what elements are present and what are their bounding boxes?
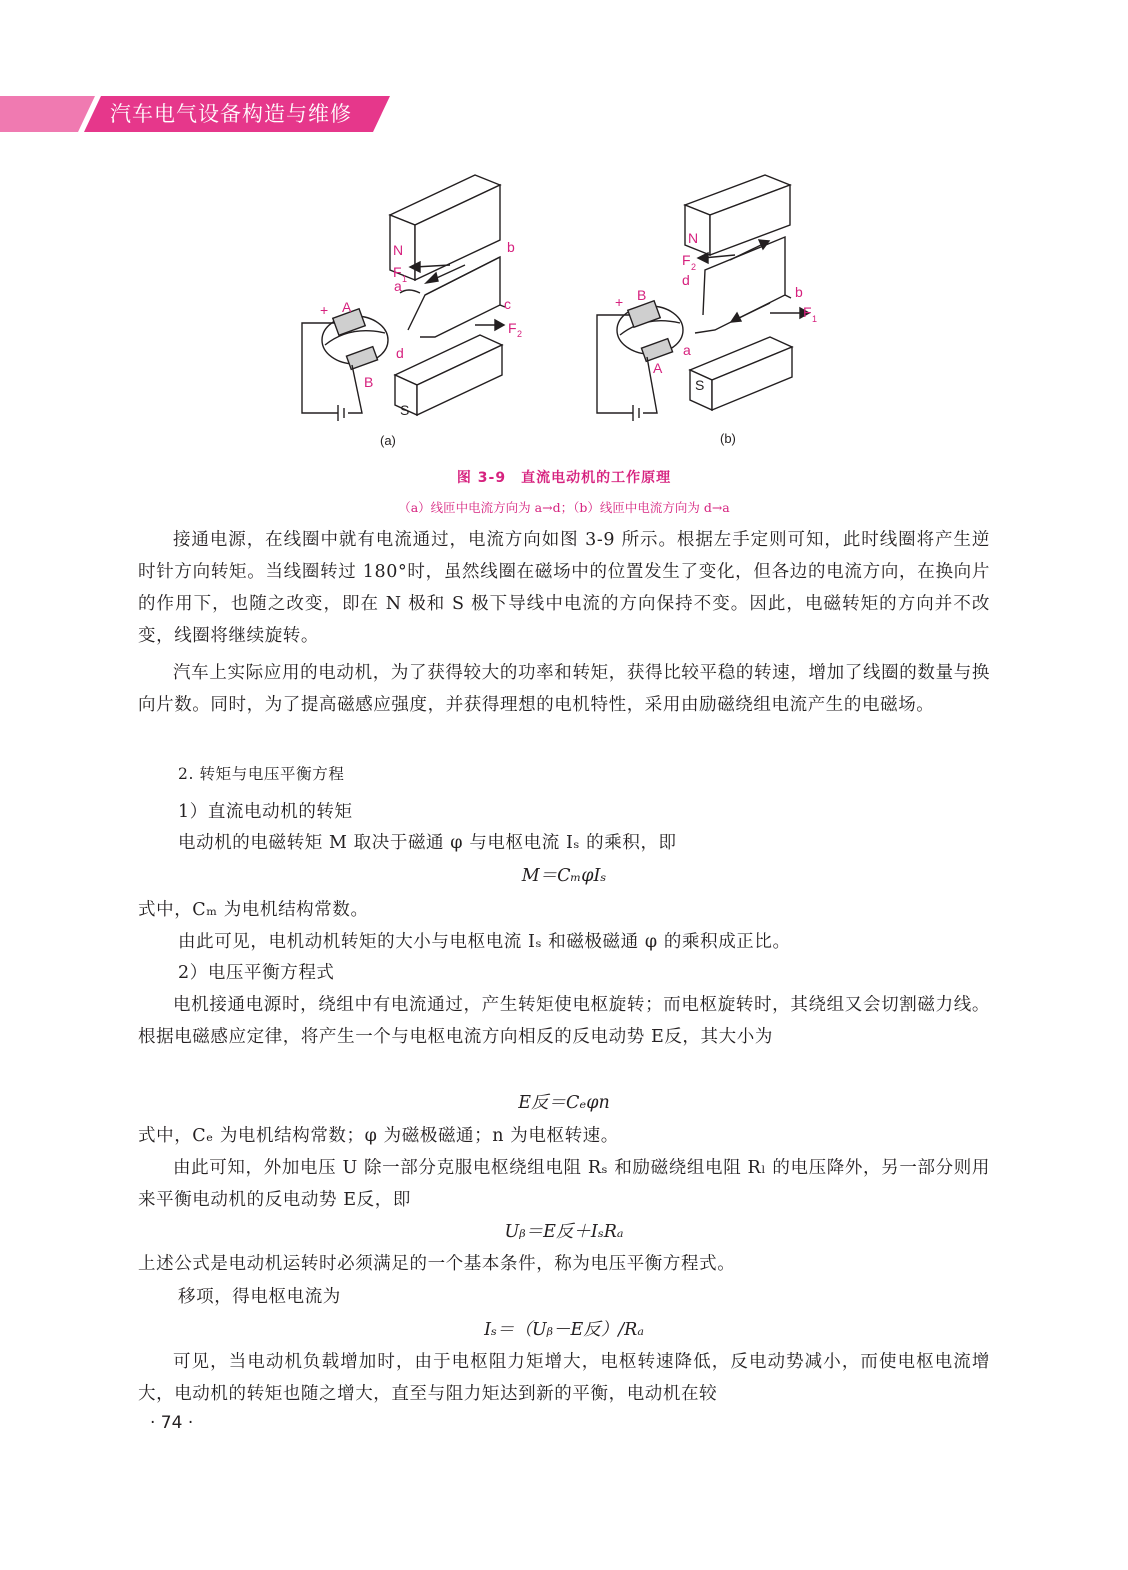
section-heading-2: 2. 转矩与电压平衡方程	[178, 765, 345, 783]
label-b-b: b	[795, 284, 803, 300]
label-d-b: d	[682, 272, 690, 288]
paragraph-7: 式中，Cₑ 为电机结构常数；φ 为磁极磁通；n 为电枢转速。	[138, 1126, 619, 1146]
label-s-b: S	[695, 377, 705, 393]
paragraph-11: 可见，当电动机负载增加时，由于电枢阻力矩增大，电枢转速降低，反电动势减小，而使电枢电流增大，电动机的转矩也随之增大，直至与阻力矩达到新的平衡，电动机在较	[138, 1352, 990, 1404]
paragraph-10: 移项，得电枢电流为	[178, 1287, 341, 1307]
label-A-b: A	[653, 360, 663, 376]
label-d-a: d	[396, 345, 404, 361]
label-f1-sub-a: 1	[402, 274, 408, 284]
label-f2-b: F	[682, 252, 691, 268]
equation-back-emf: E反＝Cₑφn	[518, 1093, 610, 1113]
label-A-a: A	[342, 299, 352, 315]
figure-caption: 图 3-9 直流电动机的工作原理	[456, 470, 672, 486]
paragraph-5: 由此可见，电机动机转矩的大小与电枢电流 Iₛ 和磁极磁通 φ 的乘积成正比。	[178, 932, 791, 952]
label-c-a: c	[504, 296, 511, 312]
paragraph-6: 电机接通电源时，绕组中有电流通过，产生转矩使电枢旋转；而电枢旋转时，其绕组又会切割磁力线。根据电磁感应定律，将产生一个与电枢电流方向相反的反电动势 E反，其大小为	[138, 995, 990, 1047]
chapter-banner	[0, 96, 390, 132]
subheading-torque: 1）直流电动机的转矩	[178, 802, 353, 822]
label-f2-a: F	[508, 320, 517, 336]
figure-dc-motor-principle	[290, 165, 818, 460]
label-s-a: S	[400, 402, 410, 418]
label-a-b: a	[683, 342, 691, 358]
label-plus-a: +	[320, 302, 329, 318]
label-f1-a: F	[393, 264, 402, 280]
paragraph-9: 上述公式是电动机运转时必须满足的一个基本条件，称为电压平衡方程式。	[138, 1254, 736, 1274]
panel-label-a: (a)	[380, 433, 396, 448]
book-title: 汽车电气设备构造与维修	[110, 102, 352, 126]
label-f2-sub-a: 2	[517, 329, 523, 339]
paragraph-4: 式中，Cₘ 为电机结构常数。	[138, 900, 369, 920]
equation-voltage-balance: Uᵦ＝E反＋IₛRₐ	[504, 1222, 624, 1242]
paragraph-3: 电动机的电磁转矩 M 取决于磁通 φ 与电枢电流 Iₛ 的乘积，即	[178, 833, 677, 853]
figure-subcaption: （a）线匝中电流方向为 a→d；（b）线匝中电流方向为 d→a	[398, 500, 730, 515]
label-f2-sub-b: 2	[691, 262, 697, 272]
label-B-a: B	[364, 374, 374, 390]
label-a-a: a	[394, 278, 402, 294]
label-plus-b: +	[615, 294, 624, 310]
equation-armature-current: Iₛ＝（Uᵦ－E反）/Rₐ	[484, 1320, 644, 1340]
label-f1-sub-b: 1	[812, 314, 818, 324]
label-n-a: N	[393, 242, 404, 258]
subheading-voltage: 2）电压平衡方程式	[178, 963, 335, 983]
label-B-b: B	[637, 287, 647, 303]
equation-torque: M＝CₘφIₛ	[521, 866, 607, 886]
paragraph-8: 由此可知，外加电压 U 除一部分克服电枢绕组电阻 Rₛ 和励磁绕组电阻 Rₗ 的电压降外，另一部分则用来平衡电动机的反电动势 E反，即	[138, 1158, 990, 1210]
panel-label-b: (b)	[720, 431, 736, 446]
label-n-b: N	[688, 230, 699, 246]
page-number: · 74 ·	[150, 1413, 194, 1433]
label-f1-b: F	[803, 304, 812, 320]
paragraph-1: 接通电源，在线圈中就有电流通过，电流方向如图 3-9 所示。根据左手定则可知，此时线圈将产生逆时针方向转矩。当线圈转过 180°时，虽然线圈在磁场中的位置发生了变化，但各边的电流方向，在换向片的作用下，也随之改变，即在 N 极和 S 极下导线中电流的方向保持不变。因此，电磁转矩的方向并不改变，线圈将继续旋转。	[138, 530, 990, 646]
diagram-a	[302, 175, 505, 421]
paragraph-2: 汽车上实际应用的电动机，为了获得较大的功率和转矩，获得比较平稳的转速，增加了线圈的数量与换向片数。同时，为了提高磁感应强度，并获得理想的电机特性，采用由励磁绕组电流产生的电磁场。	[138, 663, 990, 715]
label-b-a: b	[507, 239, 515, 255]
